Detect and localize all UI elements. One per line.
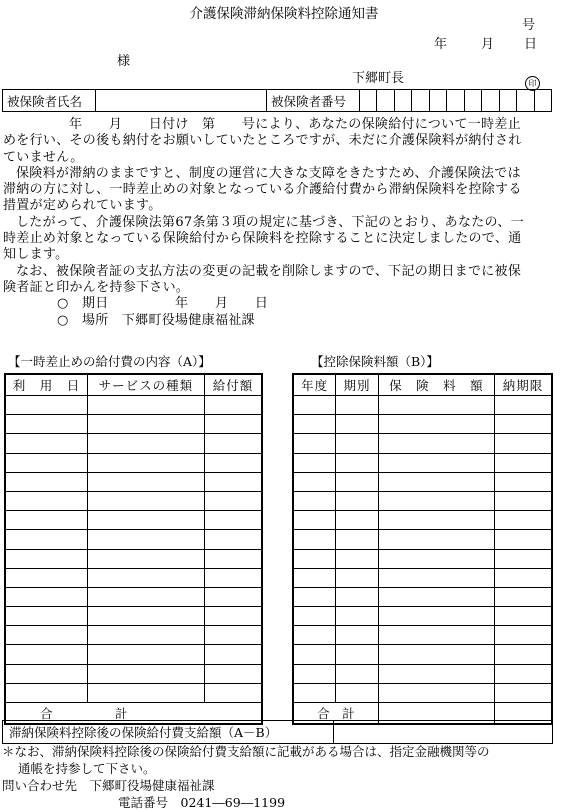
table-cell[interactable]: [5, 530, 87, 549]
table-a-total-label: 合 計: [5, 703, 262, 725]
table-cell[interactable]: [336, 472, 379, 491]
table-cell[interactable]: [378, 607, 494, 626]
table-cell[interactable]: [494, 530, 552, 549]
table-cell[interactable]: [87, 511, 204, 530]
table-cell[interactable]: [378, 453, 494, 472]
column-header-use-date: 利 用 日: [5, 374, 87, 396]
table-cell[interactable]: [5, 607, 87, 626]
table-cell[interactable]: [87, 626, 204, 645]
suspended-benefits-table: [4, 373, 263, 725]
insured-person-table: [2, 89, 552, 112]
table-cell[interactable]: [87, 415, 204, 434]
table-cell[interactable]: [204, 453, 262, 472]
column-header-premium-amount: 保 険 料 額: [378, 374, 494, 396]
seal-text: 印: [525, 76, 540, 91]
table-cell[interactable]: [293, 472, 336, 491]
table-cell[interactable]: [494, 607, 552, 626]
table-cell[interactable]: [378, 396, 494, 415]
footer-note: ＊なお、滞納保険料控除後の保険給付費支給額に記載がある場合は、指定金融機関等の: [2, 744, 490, 759]
table-cell[interactable]: [5, 453, 87, 472]
table-cell[interactable]: [204, 530, 262, 549]
date-day-label: 日: [524, 37, 538, 52]
table-row: [5, 607, 262, 626]
document-number-label: 号: [522, 18, 536, 33]
footer-note: 通帳を持参して下さい。: [18, 761, 156, 776]
net-benefit-table: [2, 720, 553, 744]
body-line: なお、被保険者証の支払方法の変更の記載を削除しますので、下記の期日までに被保: [16, 263, 522, 279]
table-cell[interactable]: [293, 568, 336, 587]
table-cell[interactable]: [336, 415, 379, 434]
table-cell[interactable]: [336, 683, 379, 702]
date-year-label: 年: [434, 37, 448, 52]
place-line: ○ 場所 下郷町役場健康福祉課: [57, 312, 255, 328]
table-cell[interactable]: [293, 453, 336, 472]
table-row: [5, 491, 262, 510]
body-line: 保険料が滞納のままですと、制度の運営に大きな支障をきたすため、介護保険法では: [16, 165, 521, 181]
table-cell[interactable]: [494, 491, 552, 510]
table-row: [293, 511, 552, 530]
column-header-period: 期別: [336, 374, 379, 396]
body-line: めを行い、その後も納付をお願いしていたところですが、未だに介護保険料が納付され: [3, 133, 522, 149]
table-row: [5, 587, 262, 606]
insured-number-box[interactable]: [394, 90, 411, 112]
table-row: [5, 664, 262, 683]
body-line: 滞納の方に対し、一時差止めの対象となっている介護給付費から滞納保険料を控除する: [3, 182, 522, 198]
table-cell[interactable]: [5, 434, 87, 453]
table-cell[interactable]: [378, 511, 494, 530]
table-cell[interactable]: [494, 664, 552, 683]
table-cell[interactable]: [293, 607, 336, 626]
table-cell[interactable]: [87, 664, 204, 683]
seal-mark: [525, 71, 540, 91]
table-cell[interactable]: [494, 626, 552, 645]
table-cell[interactable]: [87, 396, 204, 415]
table-cell[interactable]: [87, 530, 204, 549]
table-cell[interactable]: [5, 568, 87, 587]
table-cell[interactable]: [204, 511, 262, 530]
table-cell[interactable]: [5, 396, 87, 415]
column-header-due-date: 納期限: [494, 374, 552, 396]
table-cell[interactable]: [378, 626, 494, 645]
table-cell[interactable]: [378, 664, 494, 683]
column-header-benefit-amount: 給付額: [204, 374, 262, 396]
table-cell[interactable]: [494, 511, 552, 530]
date-month-label: 月: [481, 37, 495, 52]
table-row: [293, 549, 552, 568]
table-row: [5, 434, 262, 453]
table-cell[interactable]: [87, 607, 204, 626]
table-cell[interactable]: [204, 568, 262, 587]
table-cell[interactable]: [336, 434, 379, 453]
table-row: [293, 664, 552, 683]
table-cell[interactable]: [293, 396, 336, 415]
table-cell[interactable]: [293, 434, 336, 453]
table-row: [5, 511, 262, 530]
table-cell[interactable]: [378, 568, 494, 587]
table-row: [5, 530, 262, 549]
table-cell[interactable]: [204, 587, 262, 606]
table-cell[interactable]: [378, 415, 494, 434]
table-row: [5, 683, 262, 702]
table-row: [5, 415, 262, 434]
page-title: 介護保険滞納保険料控除通知書: [189, 6, 379, 22]
table-row: [5, 453, 262, 472]
insured-number-box[interactable]: [517, 90, 534, 112]
insured-name-field[interactable]: [96, 90, 267, 112]
deducted-premium-table: [292, 373, 553, 725]
table-cell[interactable]: [494, 453, 552, 472]
insured-number-box[interactable]: [499, 90, 516, 112]
phone-number: 電話番号 0241―69―1199: [118, 795, 286, 810]
insured-number-box[interactable]: [534, 90, 551, 112]
table-row: [293, 415, 552, 434]
table-cell[interactable]: [378, 434, 494, 453]
table-cell[interactable]: [378, 683, 494, 702]
insured-name-label: 被保険者氏名: [3, 90, 96, 112]
table-cell[interactable]: [336, 626, 379, 645]
table-row: [293, 434, 552, 453]
table-cell[interactable]: [293, 664, 336, 683]
insured-number-label: 被保険者番号: [267, 90, 360, 112]
table-cell[interactable]: [204, 491, 262, 510]
net-benefit-label: 滞納保険料控除後の保険給付費支給額（A－B）: [3, 721, 334, 744]
table-row: [5, 568, 262, 587]
table-cell[interactable]: [336, 530, 379, 549]
table-row: [293, 472, 552, 491]
insured-number-box[interactable]: [412, 90, 429, 112]
table-cell[interactable]: [293, 683, 336, 702]
table-cell[interactable]: [204, 664, 262, 683]
body-line: したがって、介護保険法第67条第３項の規定に基づき、下記のとおり、あなたの、一: [16, 214, 524, 230]
table-cell[interactable]: [204, 472, 262, 491]
table-cell[interactable]: [494, 434, 552, 453]
table-cell[interactable]: [87, 491, 204, 510]
table-b-total-label: 合 計: [293, 703, 378, 725]
table-row: [293, 396, 552, 415]
table-cell[interactable]: [87, 549, 204, 568]
column-header-service-type: サービスの種類: [87, 374, 204, 396]
table-row: [293, 645, 552, 664]
table-cell[interactable]: [204, 607, 262, 626]
table-cell[interactable]: [87, 645, 204, 664]
table-row: [5, 549, 262, 568]
table-cell[interactable]: [494, 683, 552, 702]
table-cell[interactable]: [204, 396, 262, 415]
insured-number-box[interactable]: [360, 90, 377, 112]
table-cell[interactable]: [494, 396, 552, 415]
table-cell[interactable]: [378, 530, 494, 549]
table-cell[interactable]: [336, 491, 379, 510]
table-cell[interactable]: [5, 549, 87, 568]
table-cell[interactable]: [378, 491, 494, 510]
table-cell[interactable]: [293, 645, 336, 664]
table-cell[interactable]: [5, 491, 87, 510]
contact-label: 問い合わせ先 下郷町役場健康福祉課: [2, 778, 215, 793]
table-cell[interactable]: [336, 607, 379, 626]
table-cell[interactable]: [87, 453, 204, 472]
table-cell[interactable]: [494, 587, 552, 606]
table-cell[interactable]: [336, 396, 379, 415]
table-cell[interactable]: [378, 549, 494, 568]
table-row: [5, 396, 262, 415]
table-cell[interactable]: [5, 626, 87, 645]
table-cell[interactable]: [336, 511, 379, 530]
table-cell[interactable]: [378, 472, 494, 491]
table-cell[interactable]: [204, 434, 262, 453]
body-line: 時差止め対象となっている保険給付から保険料を控除することに決定しましたので、通: [3, 231, 522, 247]
table-cell[interactable]: [378, 587, 494, 606]
table-a-caption: 【一時差止めの給付費の内容（A）】: [8, 354, 211, 369]
deadline-line: ○ 期日 年 月 日: [57, 296, 269, 312]
table-cell[interactable]: [336, 587, 379, 606]
table-cell[interactable]: [293, 415, 336, 434]
column-header-fiscal-year: 年度: [293, 374, 336, 396]
table-row: [5, 645, 262, 664]
notice-body: [3, 117, 551, 329]
table-row: [293, 568, 552, 587]
table-row: [293, 683, 552, 702]
insured-number-box[interactable]: [464, 90, 481, 112]
table-row: [293, 530, 552, 549]
table-cell[interactable]: [494, 568, 552, 587]
table-row: [5, 472, 262, 491]
table-cell[interactable]: [204, 626, 262, 645]
insured-number-box[interactable]: [447, 90, 464, 112]
table-cell[interactable]: [293, 549, 336, 568]
table-cell[interactable]: [293, 511, 336, 530]
table-b-caption: 【控除保険料額（B）】: [311, 354, 439, 369]
insured-number-box[interactable]: [377, 90, 394, 112]
table-cell[interactable]: [494, 549, 552, 568]
table-row: [293, 453, 552, 472]
table-cell[interactable]: [87, 472, 204, 491]
table-cell[interactable]: [293, 530, 336, 549]
table-cell[interactable]: [5, 645, 87, 664]
table-cell[interactable]: [5, 587, 87, 606]
body-line: 知します。: [3, 247, 69, 263]
body-line: ていません。: [3, 149, 84, 165]
table-cell[interactable]: [5, 511, 87, 530]
insured-number-box[interactable]: [482, 90, 499, 112]
table-cell[interactable]: [494, 472, 552, 491]
insured-number-box[interactable]: [429, 90, 446, 112]
table-cell[interactable]: [494, 415, 552, 434]
table-cell[interactable]: [87, 434, 204, 453]
table-cell[interactable]: [87, 683, 204, 702]
addressee-suffix: 様: [117, 54, 131, 69]
net-benefit-amount[interactable]: [334, 721, 553, 744]
table-cell[interactable]: [204, 549, 262, 568]
table-cell[interactable]: [5, 472, 87, 491]
table-cell[interactable]: [293, 626, 336, 645]
table-cell[interactable]: [204, 645, 262, 664]
table-row: [5, 626, 262, 645]
table-cell[interactable]: [378, 645, 494, 664]
table-cell[interactable]: [204, 415, 262, 434]
table-cell[interactable]: [87, 568, 204, 587]
sender-name: 下郷町長: [352, 71, 405, 86]
body-line: 措置が定められています。: [3, 198, 162, 214]
body-line: 年 月 日付け 第 号により、あなたの保険給付について一時差止: [69, 117, 521, 132]
table-cell[interactable]: [5, 664, 87, 683]
table-cell[interactable]: [336, 453, 379, 472]
table-cell[interactable]: [293, 491, 336, 510]
table-row: [293, 607, 552, 626]
table-row: [293, 587, 552, 606]
table-cell[interactable]: [293, 587, 336, 606]
table-cell[interactable]: [494, 645, 552, 664]
table-cell[interactable]: [336, 645, 379, 664]
table-cell[interactable]: [336, 549, 379, 568]
table-cell[interactable]: [87, 587, 204, 606]
table-cell[interactable]: [336, 568, 379, 587]
table-row: [293, 626, 552, 645]
table-cell[interactable]: [5, 415, 87, 434]
table-row: [293, 491, 552, 510]
body-line: 険者証と印かんを持参下さい。: [3, 279, 190, 295]
table-cell[interactable]: [5, 683, 87, 702]
table-cell[interactable]: [204, 683, 262, 702]
table-cell[interactable]: [336, 664, 379, 683]
